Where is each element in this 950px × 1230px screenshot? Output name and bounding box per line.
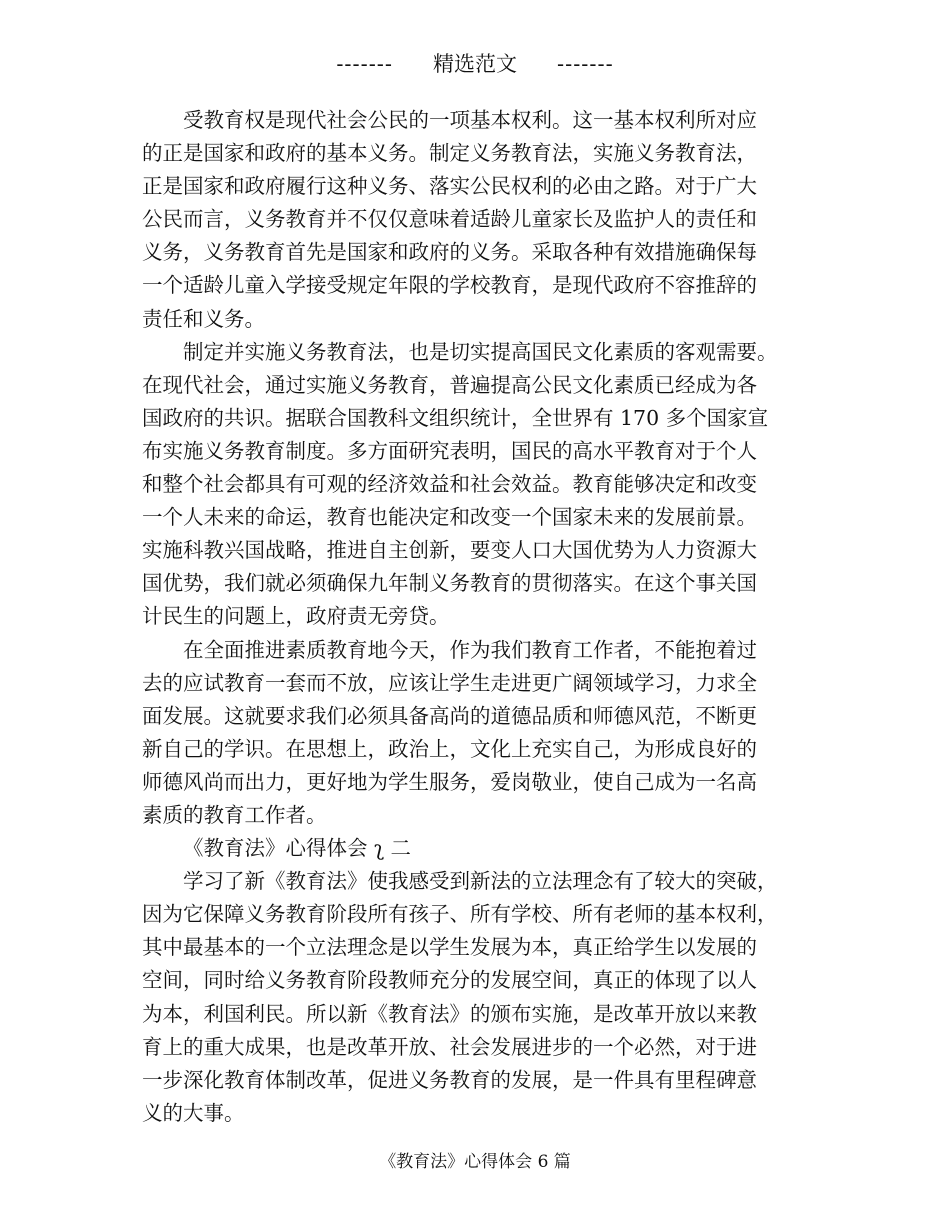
text-line: 计民生的问题上，政府责无旁贷。 bbox=[142, 604, 450, 629]
text-line: 一个适龄儿童入学接受规定年限的学校教育，是现代政府不容推辞的 bbox=[142, 273, 757, 298]
text-line: 在现代社会，通过实施义务教育，普遍提高公民文化素质已经成为各 bbox=[142, 372, 757, 397]
text-line: 和整个社会都具有可观的经济效益和社会效益。教育能够决定和改变 bbox=[142, 472, 757, 497]
text-line: 育上的重大成果，也是改革开放、社会发展进步的一个必然，对于进 bbox=[142, 1034, 757, 1059]
text-line: 一步深化教育体制改革，促进义务教育的发展，是一件具有里程碑意 bbox=[142, 1067, 757, 1092]
text-line: 一个人未来的命运，教育也能决定和改变一个国家未来的发展前景。 bbox=[142, 505, 757, 530]
text-line: 师德风尚而出力，更好地为学生服务，爱岗敬业，使自己成为一名高 bbox=[142, 769, 757, 794]
text-line: 空间，同时给义务教育阶段教师充分的发展空间，真正的体现了以人 bbox=[142, 968, 757, 993]
text-line: 实施科教兴国战略，推进自主创新，要变人口大国优势为人力资源大 bbox=[142, 538, 757, 563]
page-footer: 《教育法》心得体会 6 篇 bbox=[379, 1152, 571, 1172]
text-line: 其中最基本的一个立法理念是以学生发展为本，真正给学生以发展的 bbox=[142, 935, 757, 960]
text-line: 学习了新《教育法》使我感受到新法的立法理念有了较大的突破， bbox=[183, 869, 778, 894]
text-line: 新自己的学识。在思想上，政治上，文化上充实自己，为形成良好的 bbox=[142, 736, 757, 761]
text-line: 素质的教育工作者。 bbox=[142, 802, 327, 827]
text-line: 义的大事。 bbox=[142, 1100, 245, 1125]
text-line: 布实施义务教育制度。多方面研究表明，国民的高水平教育对于个人 bbox=[142, 438, 757, 463]
text-line: 在全面推进素质教育地今天，作为我们教育工作者，不能抱着过 bbox=[183, 637, 757, 662]
header-title: 精选范文 bbox=[433, 52, 517, 76]
text-line: 制定并实施义务教育法，也是切实提高国民文化素质的客观需要。 bbox=[183, 339, 778, 364]
text-line: 正是国家和政府履行这种义务、落实公民权利的必由之路。对于广大 bbox=[142, 174, 757, 199]
document-body bbox=[142, 104, 842, 1130]
text-line: 义务，义务教育首先是国家和政府的义务。采取各种有效措施确保每 bbox=[142, 240, 757, 265]
text-line: 国优势，我们就必须确保九年制义务教育的贯彻落实。在这个事关国 bbox=[142, 571, 757, 596]
text-line: 去的应试教育一套而不放，应该让学生走进更广阔领域学习，力求全 bbox=[142, 670, 757, 695]
text-line: 公民而言，义务教育并不仅仅意味着适龄儿童家长及监护人的责任和 bbox=[142, 207, 757, 232]
header-dash-right: ------- bbox=[557, 52, 614, 76]
text-line: 的正是国家和政府的基本义务。制定义务教育法，实施义务教育法， bbox=[142, 141, 757, 166]
page-header bbox=[0, 48, 950, 80]
text-line: 因为它保障义务教育阶段所有孩子、所有学校、所有老师的基本权利， bbox=[142, 902, 778, 927]
header-dash-left: ------- bbox=[336, 52, 393, 76]
text-line: 责任和义务。 bbox=[142, 306, 265, 331]
text-line: 国政府的共识。据联合国教科文组织统计，全世界有 170 多个国家宣 bbox=[142, 405, 769, 430]
text-line: 为本，利国利民。所以新《教育法》的颁布实施，是改革开放以来教 bbox=[142, 1001, 757, 1026]
text-line: 《教育法》心得体会 ʅ 二 bbox=[183, 836, 412, 861]
text-line: 面发展。这就要求我们必须具备高尚的道德品质和师德风范，不断更 bbox=[142, 703, 757, 728]
text-line: 受教育权是现代社会公民的一项基本权利。这一基本权利所对应 bbox=[183, 108, 757, 132]
